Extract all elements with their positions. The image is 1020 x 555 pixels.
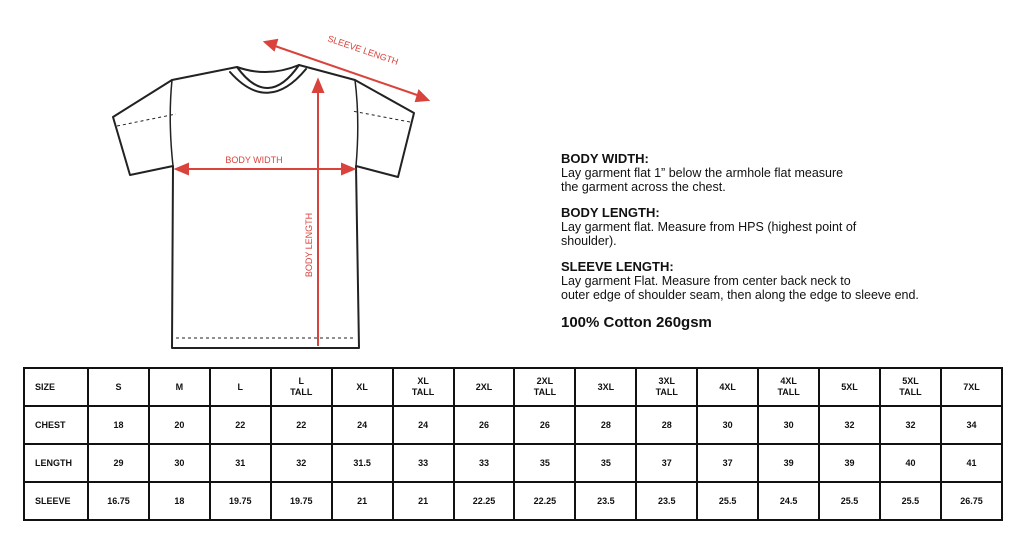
sleeve-arrow-left — [265, 40, 277, 50]
row-label-cell: SLEEVE — [24, 482, 88, 520]
measurement-cell: 40 — [880, 444, 941, 482]
body-length-label: BODY LENGTH — [304, 212, 314, 278]
table-row-chest — [24, 406, 1002, 444]
size-column-header: XL — [332, 368, 393, 406]
measurement-cell: 31 — [210, 444, 271, 482]
size-column-header: 7XL — [941, 368, 1002, 406]
size-header-cell: SIZE — [24, 368, 88, 406]
measurement-cell: 22 — [210, 406, 271, 444]
measurement-cell: 32 — [819, 406, 880, 444]
row-label-cell: LENGTH — [24, 444, 88, 482]
measurement-cell: 39 — [758, 444, 819, 482]
body-width-label: BODY WIDTH — [225, 155, 283, 165]
measurement-cell: 22.25 — [514, 482, 575, 520]
measurement-cell: 25.5 — [819, 482, 880, 520]
measurement-cell: 41 — [941, 444, 1002, 482]
size-column-header: 4XL — [697, 368, 758, 406]
measurement-cell: 24.5 — [758, 482, 819, 520]
measurement-cell: 30 — [697, 406, 758, 444]
measurement-cell: 20 — [149, 406, 210, 444]
measurement-cell: 26.75 — [941, 482, 1002, 520]
table-header-row — [24, 368, 1002, 406]
measurement-cell: 37 — [636, 444, 697, 482]
tshirt-outline — [113, 65, 414, 348]
measurement-cell: 24 — [332, 406, 393, 444]
measurement-cell: 26 — [454, 406, 515, 444]
instruction-text: Lay garment flat 1” below the armhole flat measure the garment across the chest. — [561, 166, 844, 194]
instruction-sleeve-length — [561, 260, 1001, 302]
measurement-cell: 37 — [697, 444, 758, 482]
instruction-text: Lay garment Flat. Measure from center back neck to outer edge of shoulder seam, then along the edge to sleeve end. — [561, 274, 919, 302]
measurement-cell: 19.75 — [271, 482, 332, 520]
measurement-cell: 28 — [636, 406, 697, 444]
size-column-header: L — [210, 368, 271, 406]
size-chart-table — [23, 367, 1003, 521]
measurement-cell: 23.5 — [575, 482, 636, 520]
measurement-cell: 16.75 — [88, 482, 149, 520]
table-row-sleeve — [24, 482, 1002, 520]
measurement-cell: 26 — [514, 406, 575, 444]
instruction-body-width — [561, 152, 1001, 194]
instruction-heading: BODY WIDTH: — [561, 151, 649, 166]
tshirt-measurement-diagram — [0, 0, 560, 360]
size-column-header: 5XL TALL — [880, 368, 941, 406]
instruction-body-length — [561, 206, 1001, 248]
size-column-header: 2XL TALL — [514, 368, 575, 406]
measurement-cell: 21 — [393, 482, 454, 520]
measurement-cell: 35 — [514, 444, 575, 482]
measurement-cell: 25.5 — [697, 482, 758, 520]
measurement-cell: 32 — [271, 444, 332, 482]
size-column-header: S — [88, 368, 149, 406]
instruction-heading: BODY LENGTH: — [561, 205, 660, 220]
measurement-cell: 22 — [271, 406, 332, 444]
instruction-heading: SLEEVE LENGTH: — [561, 259, 674, 274]
size-column-header: 3XL TALL — [636, 368, 697, 406]
size-column-header: 4XL TALL — [758, 368, 819, 406]
fabric-spec: 100% Cotton 260gsm — [561, 314, 712, 331]
measurement-cell: 33 — [393, 444, 454, 482]
measurement-cell: 18 — [149, 482, 210, 520]
measurement-cell: 23.5 — [636, 482, 697, 520]
measurement-cell: 25.5 — [880, 482, 941, 520]
measurement-cell: 39 — [819, 444, 880, 482]
measurement-cell: 24 — [393, 406, 454, 444]
measurement-cell: 28 — [575, 406, 636, 444]
size-column-header: 3XL — [575, 368, 636, 406]
measurement-instructions — [561, 152, 1001, 331]
size-column-header: L TALL — [271, 368, 332, 406]
row-label-cell: CHEST — [24, 406, 88, 444]
measurement-cell: 32 — [880, 406, 941, 444]
measurement-cell: 34 — [941, 406, 1002, 444]
sleeve-length-label: SLEEVE LENGTH — [326, 33, 400, 67]
measurement-cell: 18 — [88, 406, 149, 444]
size-column-header: 2XL — [454, 368, 515, 406]
instruction-text: Lay garment flat. Measure from HPS (highest point of shoulder). — [561, 220, 857, 248]
measurement-cell: 33 — [454, 444, 515, 482]
measurement-cell: 29 — [88, 444, 149, 482]
table-row-length — [24, 444, 1002, 482]
measurement-cell: 30 — [758, 406, 819, 444]
measurement-cell: 30 — [149, 444, 210, 482]
measurement-cell: 35 — [575, 444, 636, 482]
size-column-header: XL TALL — [393, 368, 454, 406]
size-column-header: M — [149, 368, 210, 406]
measurement-cell: 31.5 — [332, 444, 393, 482]
measurement-cell: 22.25 — [454, 482, 515, 520]
measurement-cell: 19.75 — [210, 482, 271, 520]
measurement-cell: 21 — [332, 482, 393, 520]
sleeve-arrow-right — [416, 91, 428, 101]
size-column-header: 5XL — [819, 368, 880, 406]
